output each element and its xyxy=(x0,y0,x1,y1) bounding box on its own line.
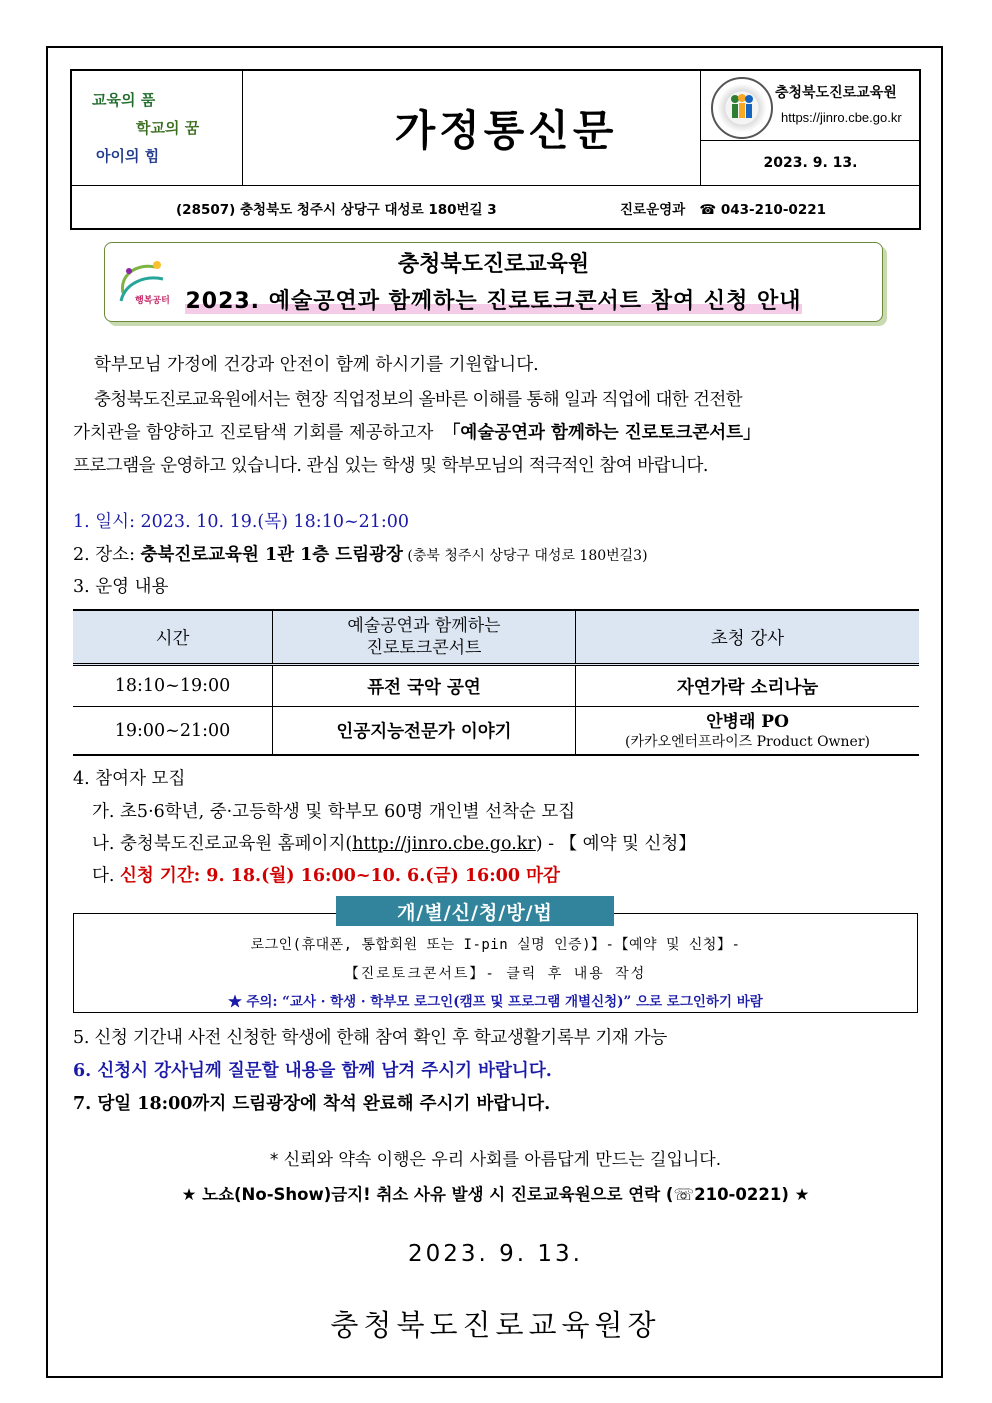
note-6: 6. 신청시 강사님께 질문할 내용을 함께 남겨 주시기 바랍니다. xyxy=(73,1061,552,1081)
header-speaker: 초청 강사 xyxy=(576,610,920,665)
noshow-notice: ★ 노쇼(No-Show)금지! 취소 사유 발생 시 진로교육원으로 연락 (☏210-0221) ★ xyxy=(181,1185,810,1204)
method-caution: ★ 주의: “교사 · 학생 · 학부모 로그인(캠프 및 프로그램 개별신청)” 으로 로그인하기 바람 xyxy=(228,994,763,1010)
intro-line-1: 학부모님 가정에 건강과 안전이 함께 하시기를 기원합니다. xyxy=(94,355,539,375)
title-banner xyxy=(104,242,883,322)
row-program: 인공지능전문가 이야기 xyxy=(273,707,576,756)
homepage-link[interactable]: http://jinro.cbe.go.kr xyxy=(352,834,536,854)
issue-date: 2023. 9. 13. xyxy=(763,154,858,171)
intro-line-3-text: 가치관을 함양하고 진로탐색 기회를 제공하고자 xyxy=(73,423,439,443)
speaker-affiliation: (카카오엔터프라이즈 Product Owner) xyxy=(625,733,870,750)
item-date: 1. 일시: 2023. 10. 19.(목) 18:10~21:00 xyxy=(73,512,410,532)
banner-heading: 2023. 예술공연과 함께하는 진로토크콘서트 참여 신청 안내 xyxy=(185,289,802,314)
banner-org: 충청북도진로교육원 xyxy=(397,252,590,277)
institution-seal-icon xyxy=(711,77,773,139)
recruit-da xyxy=(92,862,560,887)
method-tab-label: 개/별/신/청/방/법 xyxy=(336,896,614,926)
row-program: 퓨전 국악 공연 xyxy=(273,665,576,707)
intro-line-4: 프로그램을 운영하고 있습니다. 관심 있는 학생 및 학부모님의 적극적인 참여 바랍니다. xyxy=(73,456,708,476)
recruit-na xyxy=(92,830,696,855)
row-speaker xyxy=(576,707,920,756)
recruit-na-text: 나. 충청북도진로교육원 홈페이지( xyxy=(92,834,353,854)
department: 진로운영과 xyxy=(620,201,686,218)
item-place-address: (충북 청주시 상당구 대성로 180번길3) xyxy=(402,548,648,564)
banner-logo-text: 행복공터 xyxy=(135,296,170,306)
table-row xyxy=(73,707,919,756)
recruit-da-label: 다. xyxy=(92,866,121,886)
intro-line-3 xyxy=(73,419,761,444)
recruit-na-menu: ) - 【 예약 및 신청】 xyxy=(535,834,696,854)
header-program xyxy=(273,610,576,665)
address: (28507) 충청북도 청주시 상당구 대성로 180번길 3 xyxy=(176,201,497,218)
letterhead xyxy=(70,69,921,230)
row-time: 18:10~19:00 xyxy=(73,665,273,707)
logo-line-1: 교육의 품 xyxy=(92,91,156,109)
note-7: 7. 당일 18:00까지 드림광장에 착석 완료해 주시기 바랍니다. xyxy=(73,1094,551,1114)
footer-quote: * 신뢰와 약속 이행은 우리 사회를 아름답게 만드는 길입니다. xyxy=(269,1150,722,1170)
footer-date: 2023. 9. 13. xyxy=(408,1241,583,1267)
speaker-name: 안병래 PO xyxy=(706,711,789,732)
document-title: 가정통신문 xyxy=(394,106,618,155)
signer: 충청북도진로교육원장 xyxy=(330,1308,661,1342)
recruit-ga: 가. 초5·6학년, 중·고등학생 및 학부모 60명 개인별 선착순 모집 xyxy=(92,802,576,822)
program-name: 「예술공연과 함께하는 진로토크콘서트」 xyxy=(442,423,761,443)
department-contact xyxy=(620,198,826,218)
item-place-label: 2. 장소: xyxy=(73,545,141,565)
intro-line-2: 충청북도진로교육원에서는 현장 직업정보의 올바른 이해를 통해 일과 직업에 대한 건전한 xyxy=(94,390,742,410)
header-time: 시간 xyxy=(73,610,273,665)
method-step-1: 로그인(휴대폰, 통합회원 또는 I-pin 실명 인증)】-【예약 및 신청】- xyxy=(250,937,741,953)
table-header-row xyxy=(73,610,919,665)
org-url[interactable]: https://jinro.cbe.go.kr xyxy=(781,110,902,125)
logo-line-2: 학교의 꿈 xyxy=(136,119,200,137)
item-place xyxy=(73,541,648,566)
note-5: 5. 신청 기간내 사전 신청한 학생에 한해 참여 확인 후 학교생활기록부 기재 가능 xyxy=(73,1028,668,1048)
row-time: 19:00~21:00 xyxy=(73,707,273,756)
slogan-logo xyxy=(72,71,243,185)
header-program-line-1: 예술공연과 함께하는 xyxy=(347,616,501,636)
logo-line-3: 아이의 힘 xyxy=(96,147,160,165)
item-content: 3. 운영 내용 xyxy=(73,577,169,597)
header-program-line-2: 진로토크콘서트 xyxy=(366,638,482,658)
table-row xyxy=(73,665,919,707)
org-name: 충청북도진로교육원 xyxy=(775,85,897,101)
row-speaker: 자연가락 소리나눔 xyxy=(576,665,920,707)
recruit-title: 4. 참여자 모집 xyxy=(73,769,186,789)
application-method-box xyxy=(73,913,918,1013)
application-period: 신청 기간: 9. 18.(월) 16:00~10. 6.(금) 16:00 마감 xyxy=(120,866,560,886)
method-step-2: 【진로토크콘서트】- 클릭 후 내용 작성 xyxy=(344,966,647,982)
phone-icon: ☎ xyxy=(699,201,717,218)
item-place-venue: 충북진로교육원 1관 1층 드림광장 xyxy=(140,545,403,565)
phone-number: 043-210-0221 xyxy=(720,201,826,218)
schedule-table xyxy=(73,609,919,756)
